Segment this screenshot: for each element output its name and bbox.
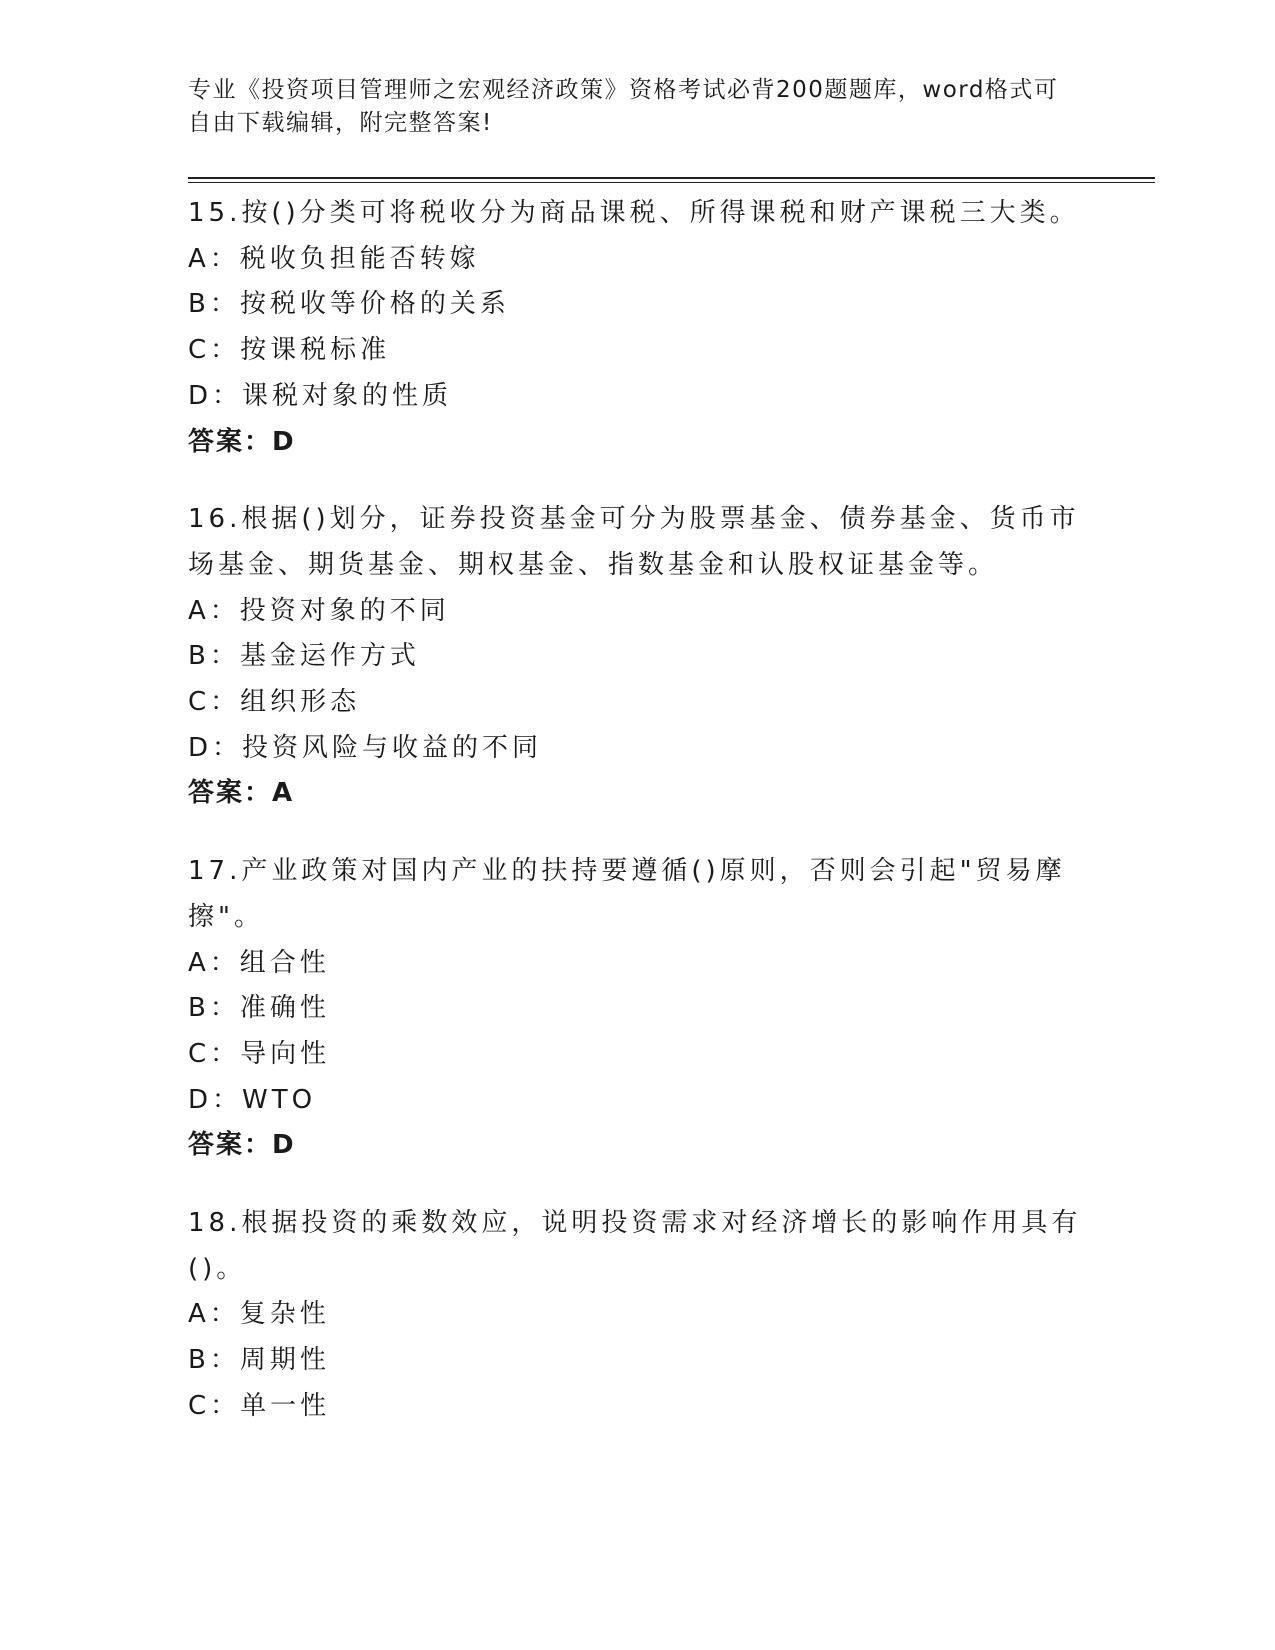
- option-b: B：按税收等价格的关系: [188, 289, 510, 320]
- question-stem: 18.根据投资的乘数效应，说明投资需求对经济增长的影响作用具有()。: [188, 1208, 1082, 1284]
- question-list: [188, 191, 1088, 1462]
- option-a: A：复杂性: [188, 1299, 330, 1330]
- answer-label: 答案：D: [188, 426, 296, 457]
- header-divider-thick: [188, 177, 1155, 179]
- option-d: D：投资风险与收益的不同: [188, 732, 543, 763]
- document-header: [188, 74, 1088, 140]
- option-c: C：单一性: [188, 1390, 331, 1421]
- option-b: B：基金运作方式: [188, 641, 420, 672]
- option-a: A：投资对象的不同: [188, 595, 450, 626]
- option-c: C：按课税标准: [188, 335, 391, 366]
- option-d: D：课税对象的性质: [188, 380, 453, 411]
- question-18: [188, 1201, 1088, 1430]
- option-d: D：WTO: [188, 1084, 317, 1115]
- answer-label: 答案：D: [188, 1130, 296, 1161]
- option-a: A：组合性: [188, 947, 330, 978]
- question-16: [188, 497, 1088, 817]
- option-c: C：组织形态: [188, 687, 361, 718]
- answer-label: 答案：A: [188, 778, 295, 809]
- header-title-line-1: 专业《投资项目管理师之宏观经济政策》资格考试必背200题题库，word格式可: [188, 77, 1059, 103]
- option-b: B：准确性: [188, 993, 330, 1024]
- question-15: [188, 191, 1088, 465]
- header-divider-thin: [188, 182, 1155, 183]
- option-b: B：周期性: [188, 1345, 330, 1376]
- question-17: [188, 849, 1088, 1169]
- header-title-line-2: 自由下载编辑，附完整答案!: [188, 110, 493, 136]
- question-stem: 15.按()分类可将税收分为商品课税、所得课税和财产课税三大类。: [188, 198, 1080, 228]
- option-a: A：税收负担能否转嫁: [188, 243, 480, 274]
- question-stem: 16.根据()划分，证券投资基金可分为股票基金、债券基金、货币市场基金、期货基金、期权基金、指数基金和认股权证基金等。: [188, 504, 1080, 580]
- question-stem: 17.产业政策对国内产业的扶持要遵循()原则，否则会引起"贸易摩擦"。: [188, 856, 1066, 932]
- option-c: C：导向性: [188, 1038, 331, 1069]
